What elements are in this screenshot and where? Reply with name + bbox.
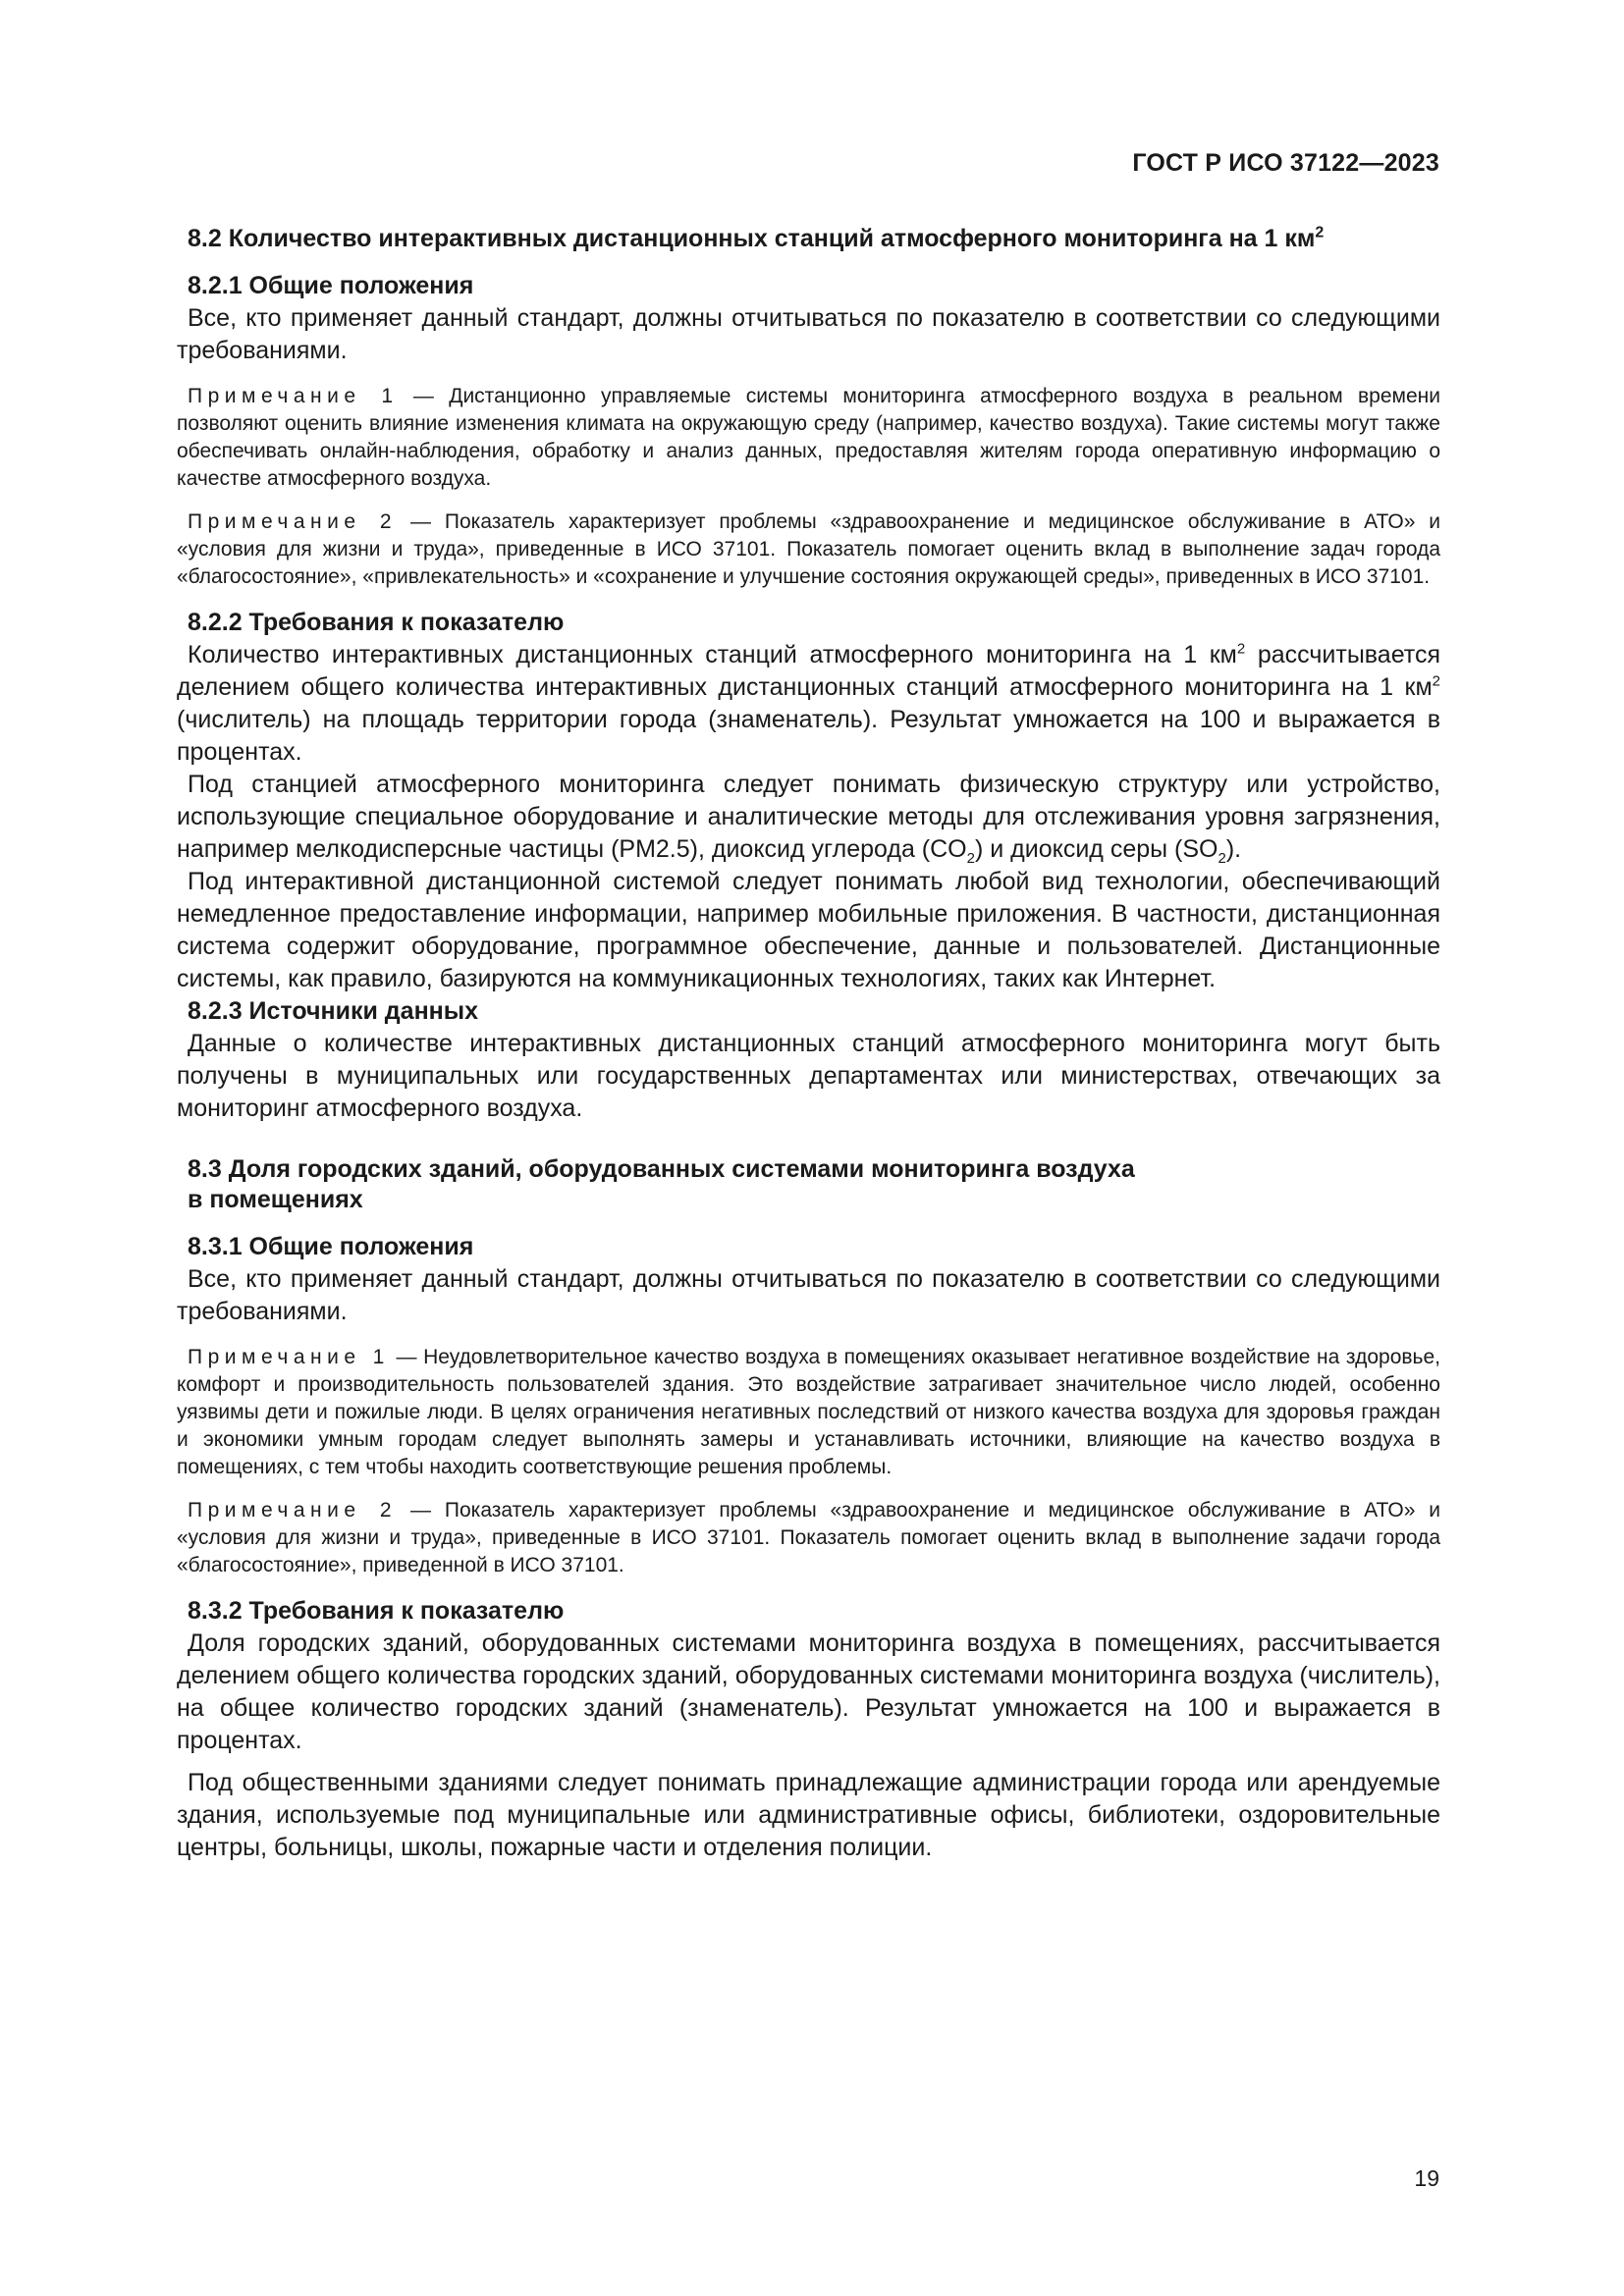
- text-run: рассчитывается делением общего количества интерактивных дистанционных станций атмосферного мониторинга на 1 км: [177, 641, 1440, 701]
- section-8-2-2-paragraph-3: Под интерактивной дистанционной системой следует понимать любой вид технологии, обеспечивающий немедленное предоставление информации, например мобильные приложения. В частности, дистанционная система содержит оборудование, программное обеспечение, данные и пользователей. Дистанционные системы, как правило, базируются на коммуникационных технологиях, таких как Интернет.: [177, 868, 1440, 992]
- note-label: Примечание 1: [188, 1346, 390, 1368]
- note-label: Примечание 1: [188, 385, 399, 407]
- section-8-2-title: [177, 224, 1440, 254]
- section-8-3-1-note-2: [177, 1497, 1440, 1579]
- section-8-2-1-note-2: [177, 508, 1440, 591]
- section-8-2-1-note-1: [177, 383, 1440, 493]
- page-content: [177, 224, 1440, 1864]
- section-8-3-1-title: 8.3.1 Общие положения: [188, 1233, 474, 1260]
- text-run: Под станцией атмосферного мониторинга следует понимать физическую структуру или устройство, использующие специальное оборудование и аналитические методы для отслеживания уровня загрязнения, например мелкодисперсные частицы (PM2.5), диоксид углерода (CO: [177, 771, 1440, 863]
- section-8-3-1-paragraph: Все, кто применяет данный стандарт, должны отчитываться по показателю в соответствии со следующими требованиями.: [177, 1265, 1440, 1325]
- section-8-2-3-title: 8.2.3 Источники данных: [188, 997, 479, 1025]
- superscript: 2: [1432, 672, 1440, 690]
- text-run: ) и диоксид серы (SO: [974, 835, 1218, 863]
- text-run: ).: [1225, 835, 1242, 863]
- section-8-3-2-paragraph-1: Доля городских зданий, оборудованных системами мониторинга воздуха в помещениях, рассчитывается делением общего количества городских зданий, оборудованных системами мониторинга воздуха (числитель), на общее количество городских зданий (знаменатель). Результат умножается на 100 и выражается в процентах.: [177, 1629, 1440, 1754]
- note-label: Примечание 2: [188, 510, 398, 533]
- text-run: (числитель) на площадь территории города (знаменатель). Результат умножается на 100 и выражается в процентах.: [177, 706, 1440, 766]
- note-label: Примечание 2: [188, 1499, 398, 1522]
- section-8-3-title-line-1: 8.3 Доля городских зданий, оборудованных системами мониторинга воздуха: [188, 1155, 1135, 1183]
- section-8-2-title-superscript: 2: [1315, 224, 1325, 241]
- note-text: — Показатель характеризует проблемы «здравоохранение и медицинское обслуживание в АТО» и «условия для жизни и труда», приведенные в ИСО 37101. Показатель помогает оценить вклад в выполнение задачи города «благосостояние», приведенной в ИСО 37101.: [177, 1499, 1440, 1576]
- section-8-3-2-paragraph-2: Под общественными зданиями следует понимать принадлежащие администрации города или арендуемые здания, используемые под муниципальные или административные офисы, библиотеки, оздоровительные центры, больницы, школы, пожарные части и отделения полиции.: [177, 1769, 1440, 1861]
- section-8-2-1-paragraph: Все, кто применяет данный стандарт, должны отчитываться по показателю в соответствии со следующими требованиями.: [177, 304, 1440, 364]
- note-text: — Дистанционно управляемые системы мониторинга атмосферного воздуха в реальном времени позволяют оценить влияние изменения климата на окружающую среду (например, качество воздуха). Такие системы могут также обеспечивать онлайн-наблюдения, обработку и анализ данных, предоставляя жителям города оперативную информацию о качестве атмосферного воздуха.: [177, 385, 1440, 490]
- note-text: — Неудовлетворительное качество воздуха в помещениях оказывает негативное воздействие на здоровье, комфорт и производительность пользователей здания. Это воздействие затрагивает значительное число людей, особенно уязвимы дети и пожилые люди. В целях ограничения негативных последствий от низкого качества воздуха для здоровья граждан и экономики умным городам следует выполнять замеры и устанавливать источники, влияющие на качество воздуха в помещениях, с тем чтобы находить соответствующие решения проблемы.: [177, 1346, 1440, 1478]
- section-8-2-title-text: 8.2 Количество интерактивных дистанционных станций атмосферного мониторинга на 1 км: [188, 225, 1316, 252]
- note-text: — Показатель характеризует проблемы «здравоохранение и медицинское обслуживание в АТО» и «условия для жизни и труда», приведенные в ИСО 37101. Показатель помогает оценить вклад в выполнение задач города «благосостояние», «привлекательность» и «сохранение и улучшение состояния окружающей среды», приведенных в ИСО 37101.: [177, 510, 1440, 588]
- section-8-2-2-title: 8.2.2 Требования к показателю: [188, 609, 565, 636]
- text-run: Количество интерактивных дистанционных станций атмосферного мониторинга на 1 км: [188, 641, 1237, 668]
- section-8-2-3-paragraph: Данные о количестве интерактивных дистанционных станций атмосферного мониторинга могут быть получены в муниципальных или государственных департаментах или министерствах, отвечающих за мониторинг атмосферного воздуха.: [177, 1030, 1440, 1122]
- section-8-2-2-paragraph-1: [177, 639, 1440, 769]
- subscript: 2: [1218, 850, 1226, 867]
- subscript: 2: [966, 850, 975, 867]
- page-number: 19: [1414, 2165, 1439, 2191]
- section-8-3-title-line-2: в помещениях: [188, 1186, 363, 1213]
- section-8-2-2-paragraph-2: [177, 769, 1440, 866]
- section-8-2-1-title: 8.2.1 Общие положения: [188, 272, 474, 299]
- section-8-3-2-title: 8.3.2 Требования к показателю: [188, 1597, 565, 1625]
- superscript: 2: [1236, 640, 1246, 658]
- section-8-3-title: [177, 1154, 1440, 1215]
- section-8-3-1-note-1: [177, 1344, 1440, 1481]
- document-header-id: ГОСТ Р ИСО 37122—2023: [1132, 149, 1439, 177]
